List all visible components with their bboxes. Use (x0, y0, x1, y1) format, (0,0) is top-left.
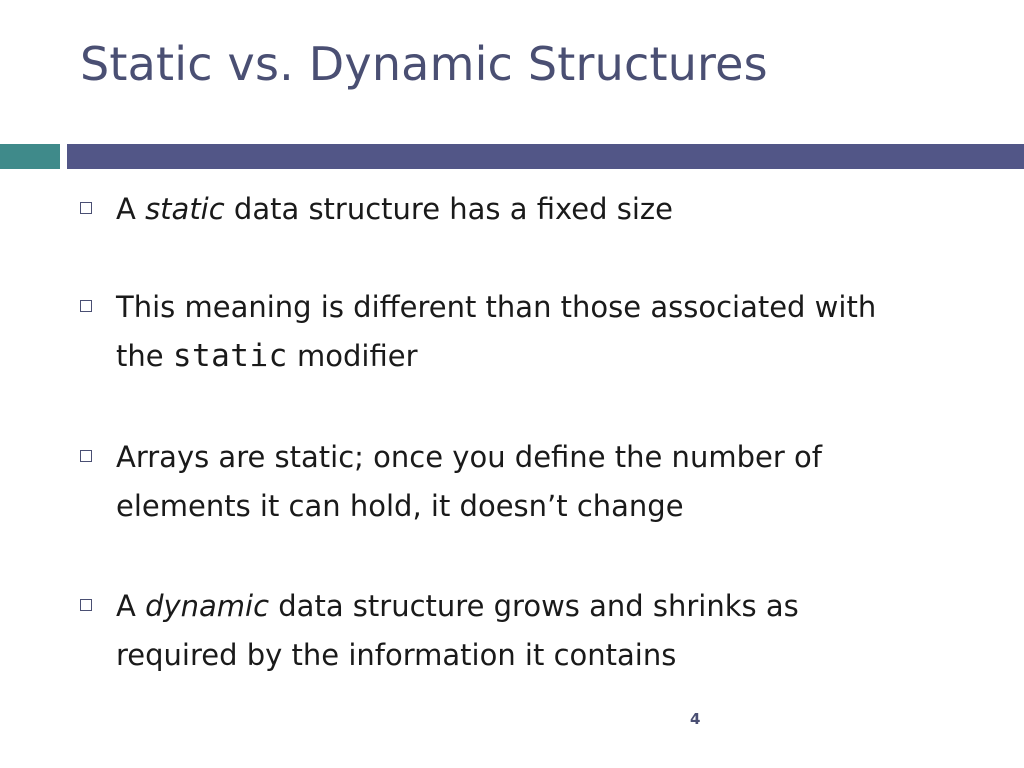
bullet-text-3 (116, 433, 976, 531)
bullet-1-emphasis: static (145, 192, 225, 226)
checkbox-bullet-icon (80, 450, 92, 462)
slide-title: Static vs. Dynamic Structures (80, 37, 768, 91)
bullet-3-line2: elements it can hold, it doesn’t change (116, 489, 684, 523)
bullet-2-line2-pre: the (116, 339, 173, 373)
bullet-1-tail: data structure has a fixed size (224, 192, 673, 226)
bullet-2-code: static (172, 338, 288, 374)
checkbox-bullet-icon (80, 300, 92, 312)
bullet-4-tail: data structure grows and shrinks as (269, 589, 799, 623)
checkbox-bullet-icon (80, 599, 92, 611)
bullet-3-line1: Arrays are static; once you define the number of (116, 440, 822, 474)
bullet-4-emphasis: dynamic (145, 589, 270, 623)
bullet-text-2 (116, 283, 976, 381)
bullet-4-lead: A (116, 589, 146, 623)
checkbox-bullet-icon (80, 202, 92, 214)
bullet-1-lead: A (116, 192, 146, 226)
bullet-4-line2: required by the information it contains (116, 638, 677, 672)
bullet-2-line1: This meaning is different than those associated with (116, 290, 877, 324)
bullet-2-line2-post: modifier (287, 339, 418, 373)
bullet-text-1 (116, 185, 976, 234)
page-number: 4 (690, 710, 701, 728)
bullet-text-4 (116, 582, 976, 680)
